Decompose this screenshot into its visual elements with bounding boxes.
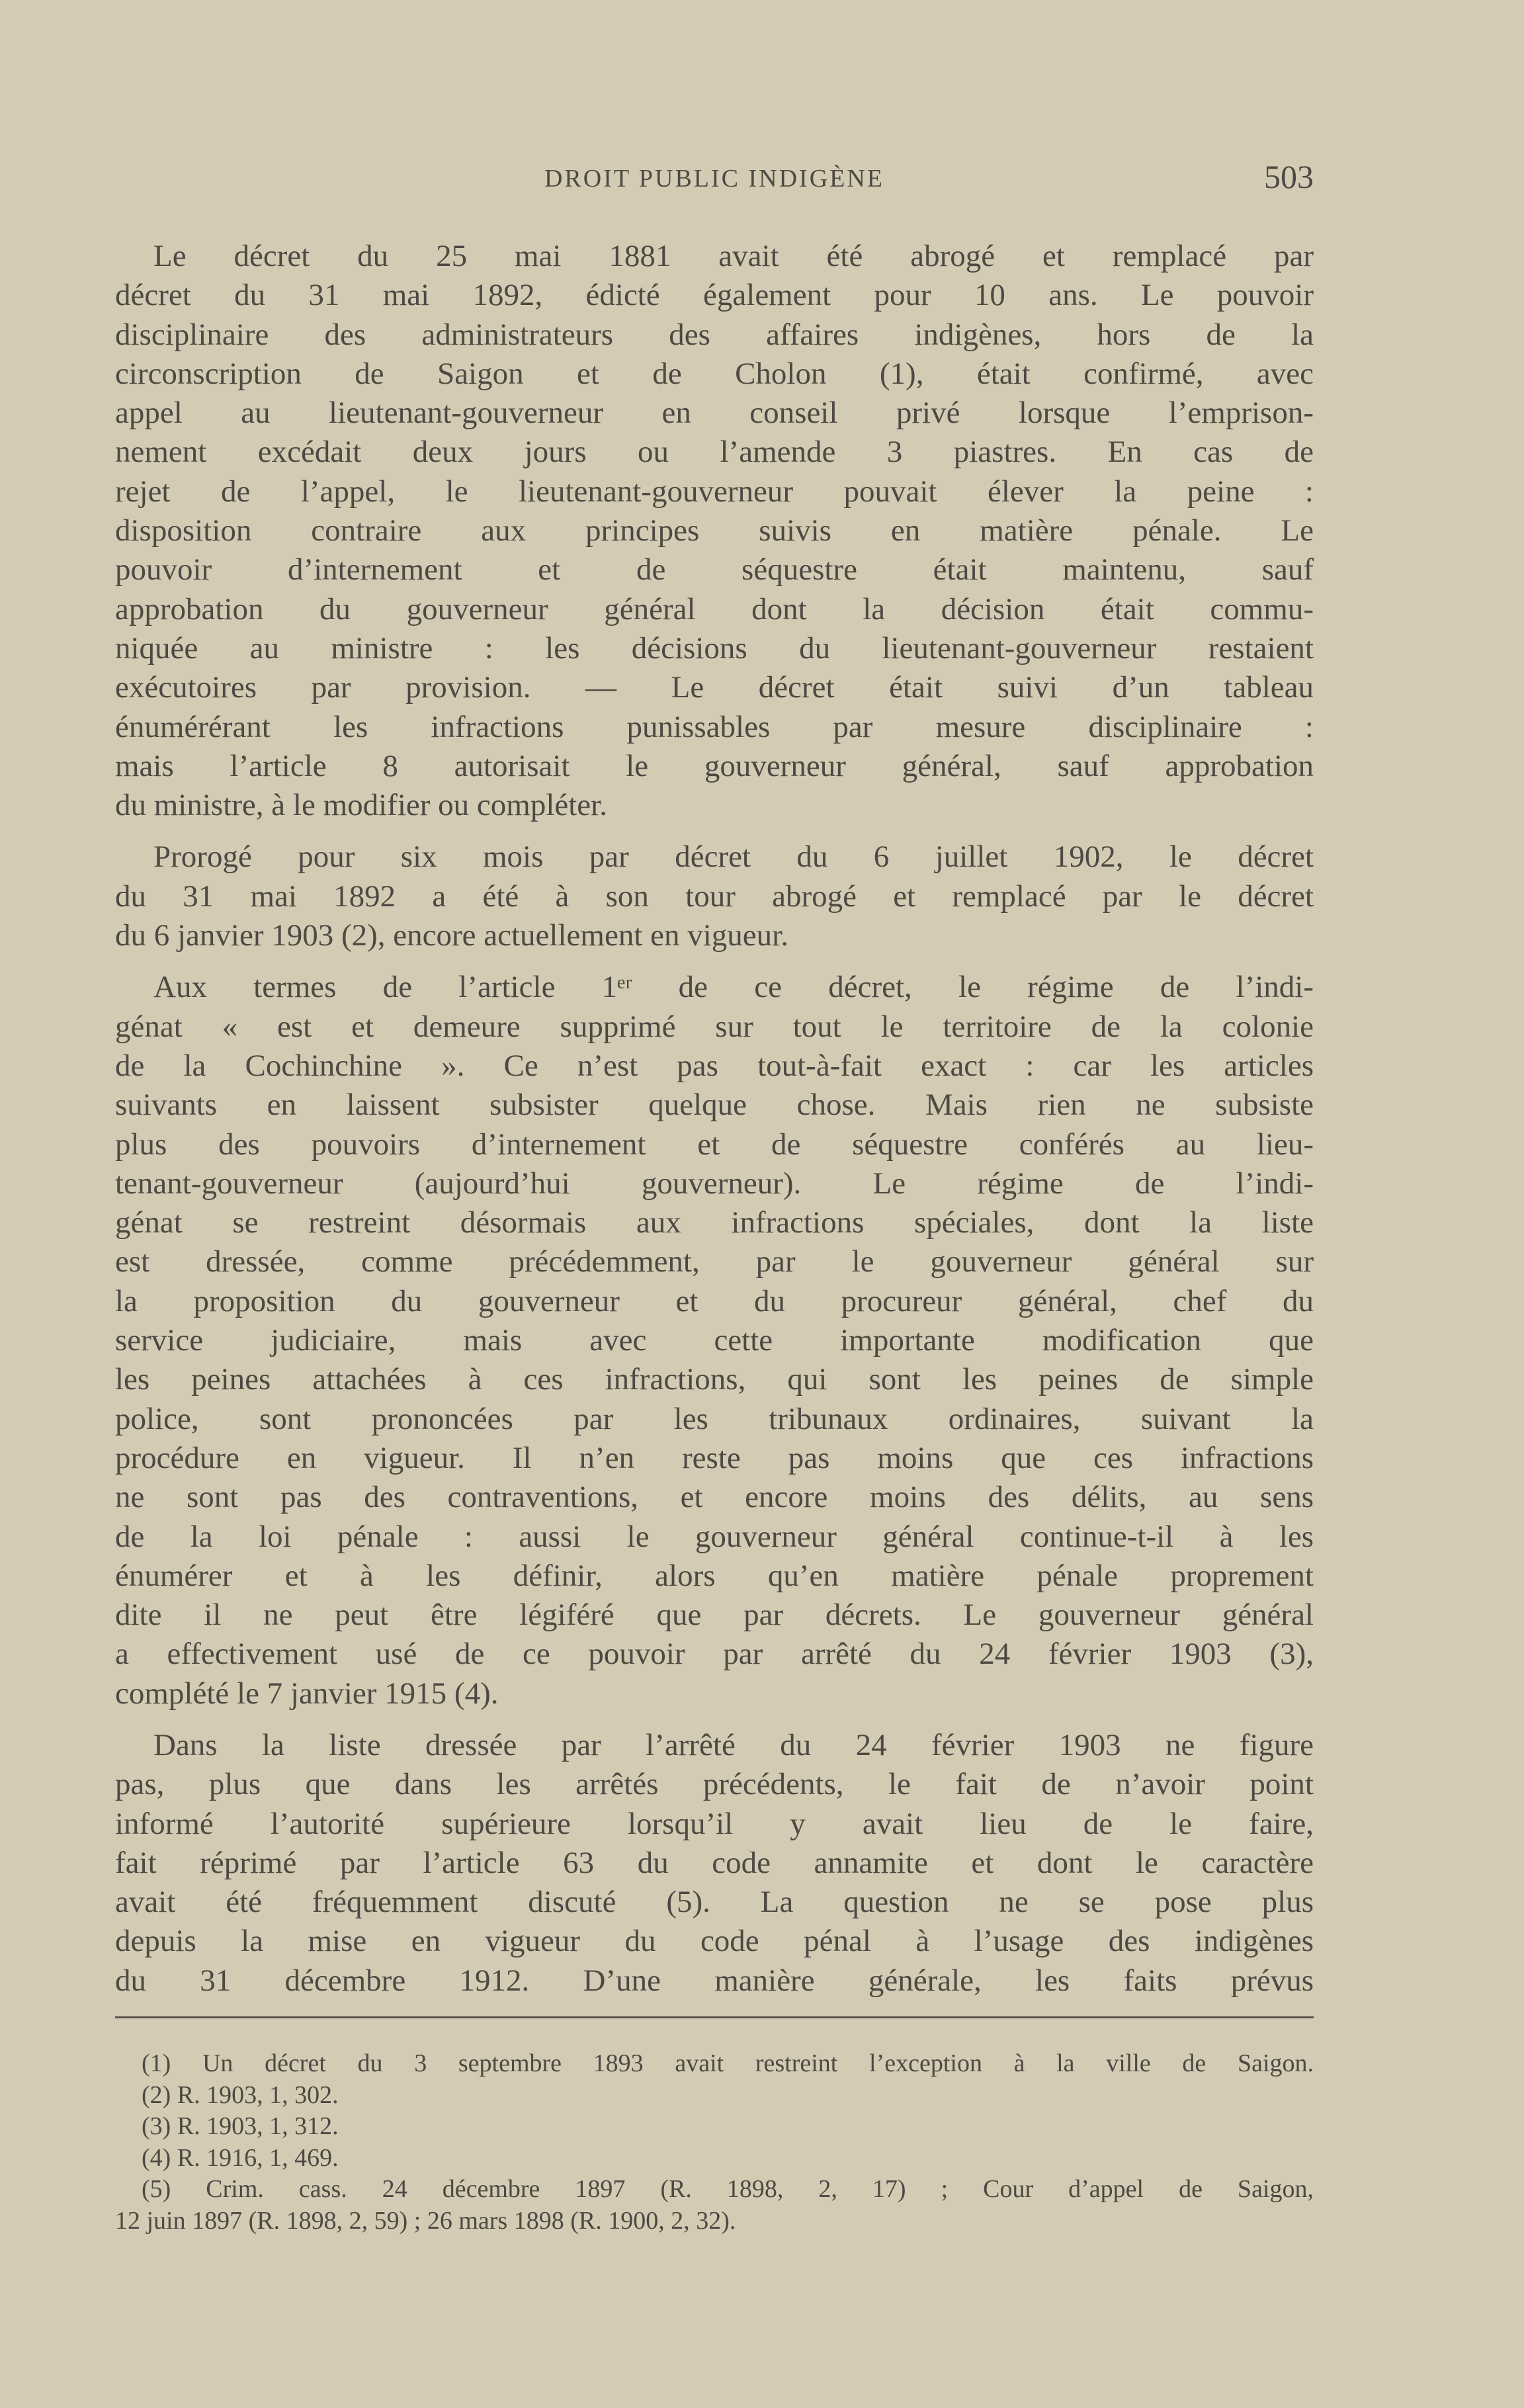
text-line: informé l’autorité supérieure lorsqu’il y avait lieu de le faire,: [115, 1806, 1314, 1841]
footnote: (2) R. 1903, 1, 302.: [142, 2081, 339, 2109]
text-line: disposition contraire aux principes suivis en matière pénale. Le: [115, 513, 1314, 548]
text-line: du 31 mai 1892 a été à son tour abrogé et remplacé par le décret: [115, 879, 1314, 914]
text-line: complété le 7 janvier 1915 (4).: [115, 1676, 499, 1711]
text-line: rejet de l’appel, le lieutenant-gouverneur pouvait élever la peine :: [115, 474, 1314, 509]
text-line: du 6 janvier 1903 (2), encore actuellement en vigueur.: [115, 918, 788, 953]
text-line: procédure en vigueur. Il n’en reste pas moins que ces infractions: [115, 1440, 1314, 1475]
body-text: [115, 237, 1314, 2013]
footnote: 12 juin 1897 (R. 1898, 2, 59) ; 26 mars 1898 (R. 1900, 2, 32).: [115, 2206, 736, 2235]
text-line: du ministre, à le modifier ou compléter.: [115, 788, 607, 823]
text-line: Prorogé pour six mois par décret du 6 juillet 1902, le décret: [153, 839, 1314, 875]
text-line: plus des pouvoirs d’internement et de séquestre conférés au lieu-: [115, 1127, 1314, 1162]
text-line: tenant-gouverneur (aujourd’hui gouverneur). Le régime de l’indi-: [115, 1166, 1314, 1201]
page-header: [115, 157, 1314, 197]
text-line: disciplinaire des administrateurs des affaires indigènes, hors de la: [115, 317, 1314, 352]
text-line: police, sont prononcées par les tribunaux ordinaires, suivant la: [115, 1401, 1314, 1436]
paragraph: [115, 838, 1314, 955]
footnote: (3) R. 1903, 1, 312.: [142, 2112, 339, 2141]
text-line: circonscription de Saigon et de Cholon (1), était confirmé, avec: [115, 356, 1314, 391]
text-line: avait été fréquemment discuté (5). La question ne se pose plus: [115, 1885, 1314, 1920]
text-line: de la Cochinchine ». Ce n’est pas tout-à-fait exact : car les articles: [115, 1048, 1314, 1083]
text-line: nement excédait deux jours ou l’amende 3 piastres. En cas de: [115, 435, 1314, 470]
text-line: de la loi pénale : aussi le gouverneur général continue-t-il à les: [115, 1519, 1314, 1554]
text-line: dite il ne peut être légiféré que par décrets. Le gouverneur général: [115, 1598, 1314, 1633]
footnote: (1) Un décret du 3 septembre 1893 avait restreint l’exception à la ville de Saigon.: [142, 2049, 1314, 2077]
text-line: approbation du gouverneur général dont la décision était commu-: [115, 591, 1314, 626]
text-line: a effectivement usé de ce pouvoir par arrêté du 24 février 1903 (3),: [115, 1637, 1314, 1672]
text-line: mais l’article 8 autorisait le gouverneur général, sauf approbation: [115, 748, 1314, 783]
text-line: les peines attachées à ces infractions, qui sont les peines de simple: [115, 1362, 1314, 1397]
text-line: Dans la liste dressée par l’arrêté du 24 février 1903 ne figure: [153, 1727, 1314, 1762]
footnote-rule: [115, 2016, 1314, 2018]
paragraph: [115, 1726, 1314, 2000]
text-line: pas, plus que dans les arrêtés précédents, le fait de n’avoir point: [115, 1767, 1314, 1802]
text-line: énumérer et à les définir, alors qu’en matière pénale proprement: [115, 1558, 1314, 1593]
footnote: (5) Crim. cass. 24 décembre 1897 (R. 1898, 2, 17) ; Cour d’appel de Saigon,: [142, 2175, 1314, 2204]
footnote: (4) R. 1916, 1, 469.: [142, 2143, 339, 2172]
text-line: suivants en laissent subsister quelque chose. Mais rien ne subsiste: [115, 1088, 1314, 1123]
paragraph: [115, 237, 1314, 825]
text-line: Le décret du 25 mai 1881 avait été abrogé et remplacé par: [153, 239, 1314, 273]
text-line: fait réprimé par l’article 63 du code annamite et dont le caractère: [115, 1845, 1314, 1880]
page-number: 503: [1264, 158, 1314, 195]
text-line: la proposition du gouverneur et du procureur général, chef du: [115, 1283, 1314, 1318]
running-title: DROIT PUBLIC INDIGÈNE: [544, 165, 885, 193]
text-line: pouvoir d’internement et de séquestre était maintenu, sauf: [115, 552, 1314, 587]
text-line: exécutoires par provision. — Le décret était suivi d’un tableau: [115, 670, 1314, 705]
text-line: depuis la mise en vigueur du code pénal à l’usage des indigènes: [115, 1924, 1314, 1959]
text-line: service judiciaire, mais avec cette importante modification que: [115, 1323, 1314, 1358]
text-line: décret du 31 mai 1892, édicté également pour 10 ans. Le pouvoir: [115, 278, 1314, 313]
text-line: Aux termes de l’article 1ᵉʳ de ce décret, le régime de l’indi-: [153, 970, 1314, 1005]
text-line: énumérérant les infractions punissables par mesure disciplinaire :: [115, 709, 1314, 744]
text-line: niquée au ministre : les décisions du lieutenant-gouverneur restaient: [115, 630, 1314, 666]
footnotes: [115, 2048, 1314, 2237]
text-line: est dressée, comme précédemment, par le gouverneur général sur: [115, 1244, 1314, 1279]
text-line: appel au lieutenant-gouverneur en conseil privé lorsque l’emprison-: [115, 396, 1314, 431]
text-line: ne sont pas des contraventions, et encore moins des délits, au sens: [115, 1480, 1314, 1515]
text-line: génat « est et demeure supprimé sur tout le territoire de la colonie: [115, 1009, 1314, 1044]
paragraph: [115, 968, 1314, 1713]
text-line: du 31 décembre 1912. D’une manière générale, les faits prévus: [115, 1963, 1314, 1998]
text-line: génat se restreint désormais aux infractions spéciales, dont la liste: [115, 1205, 1314, 1240]
